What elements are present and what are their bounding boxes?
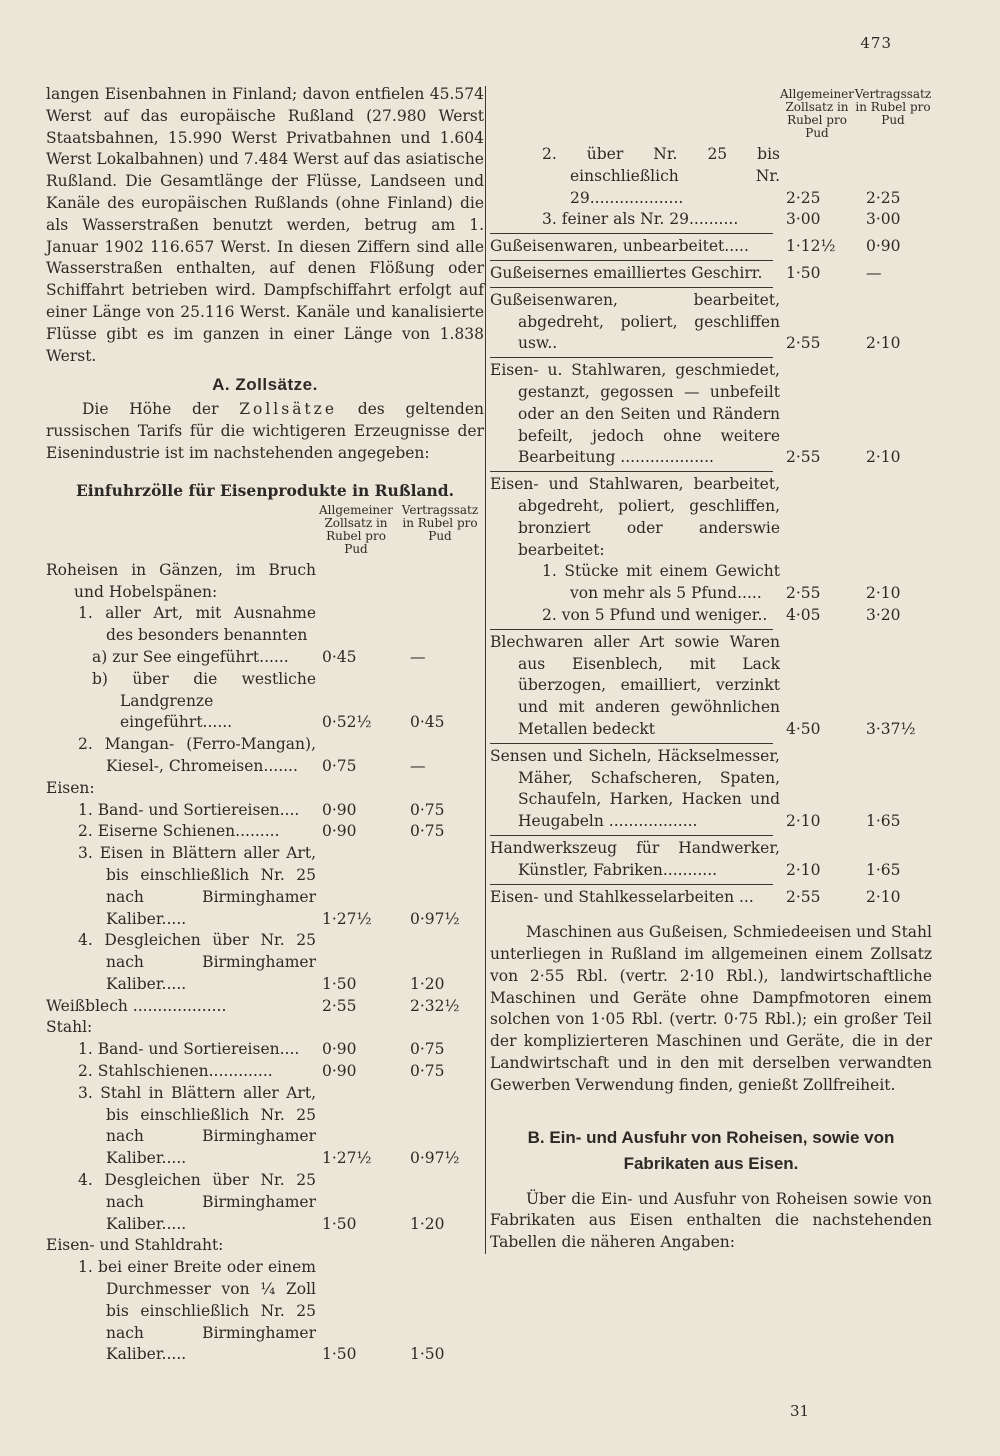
machines-paragraph: Maschinen aus Gußeisen, Schmiedeeisen und Stahl unterliegen in Rußland im allgemeinen einem Zollsatz von 2·55 Rbl. (vertr. 2·10 Rbl.), landwirtschaftliche Maschinen und Geräte ohne Dampfmotoren einem solchen von 1·05 Rbl. (vertr. 0·75 Rbl.); ein großer Teil der komplizierteren Maschinen und Geräte, die in der Landwirtschaft und in den mit derselben verwandten Gewerben Verwendung finden, genießt Zollfreiheit.	[490, 923, 932, 1094]
table-row	[46, 1083, 484, 1170]
row-label: Stahl:	[46, 1018, 93, 1037]
row-separator	[490, 743, 773, 744]
table-row	[490, 236, 932, 258]
tariff-table-right-rows	[490, 144, 932, 908]
row-label: 1. aller Art, mit Ausnahme des besonders benannten	[78, 604, 316, 645]
row-separator	[490, 233, 773, 234]
treaty-rate-value: 0·75	[410, 1062, 445, 1081]
general-rate-value: 1·27½	[322, 1149, 372, 1168]
general-rate-value: 2·10	[786, 812, 821, 831]
header-general-rate: Allgemeiner Zollsatz in Rubel pro Pud	[318, 502, 393, 556]
general-rate-value: 2·25	[786, 188, 821, 207]
table-row	[490, 474, 932, 561]
row-label: 1. Stücke mit einem Gewicht von mehr als 5 Pfund.....	[542, 562, 780, 603]
section-a-paragraph	[46, 399, 484, 464]
treaty-rate-value: 2·25	[866, 188, 901, 207]
general-rate-value: 2·10	[786, 860, 821, 879]
row-label: Gußeisernes emailliertes Geschirr.	[490, 263, 763, 282]
general-rate-value: 2·55	[786, 584, 821, 603]
table-row	[46, 821, 484, 843]
treaty-rate-value: 2·10	[866, 448, 901, 467]
intro-paragraph: langen Eisenbahnen in Finland; davon entfielen 45.574 Werst auf das europäische Rußland (27.980 Werst Staatsbahnen, 15.990 Werst Privatbahnen und 1.604 Werst Lokalbahnen) und 7.484 Werst auf das asiatische Rußland. Die Gesamtlänge der Flüsse, Landseen und Kanäle des europäischen Rußlands (ohne Finland) die als Wasserstraßen benutzt werden, betrug am 1. Januar 1902 116.657 Werst. In diesen Ziffern sind alle Wasserstraßen enthalten, auf denen Flößung oder Schiffahrt betrieben wird. Dampfschiffahrt erfolgt auf einer Länge von 25.116 Werst. Kanäle und kanalisierte Flüsse gibt es im ganzen in einer Länge von 1.838 Werst.	[46, 85, 484, 365]
section-a-emphasis: Zollsätze	[239, 400, 337, 419]
general-rate-value: 4·05	[786, 605, 821, 624]
treaty-rate-value: 2·10	[866, 887, 901, 906]
general-rate-value: 0·90	[322, 1040, 357, 1059]
general-rate-value: 2·55	[786, 448, 821, 467]
right-column	[490, 88, 932, 1254]
general-rate-value: 1·50	[322, 1345, 357, 1364]
row-label: 2. über Nr. 25 bis einschließlich Nr. 29...................	[542, 145, 780, 207]
treaty-rate-value: 3·20	[866, 605, 901, 624]
treaty-rate-value: —	[410, 647, 426, 666]
left-column	[46, 84, 484, 1366]
treaty-rate-value: 0·75	[410, 800, 445, 819]
table-row	[46, 647, 484, 669]
table-row	[46, 734, 484, 778]
row-label: Eisen:	[46, 778, 95, 797]
general-rate-value: 3·00	[786, 210, 821, 229]
general-rate-value: 0·75	[322, 756, 357, 775]
row-separator	[490, 884, 773, 885]
header-treaty-rate-right: Vertragssatz in Rubel pro Pud	[854, 87, 932, 127]
table-row	[490, 209, 932, 231]
row-separator	[490, 357, 773, 358]
table-row	[46, 800, 484, 822]
row-label: 1. bei einer Breite oder einem Durchmesser von ¼ Zoll bis einschließlich Nr. 25 nach Birminghamer Kaliber.....	[78, 1258, 316, 1364]
row-label: 2. Stahlschienen.............	[78, 1062, 273, 1081]
treaty-rate-value: 2·32½	[410, 996, 460, 1015]
table-row	[46, 1235, 484, 1257]
general-rate-value: 0·52½	[322, 713, 372, 732]
row-label: 4. Desgleichen über Nr. 25 nach Birminghamer Kaliber.....	[78, 1171, 316, 1233]
table-row	[46, 669, 484, 734]
row-label: Sensen und Sicheln, Häckselmesser, Mäher, Schafscheren, Spaten, Schaufeln, Harken, Hacken und Heugabeln ..................	[490, 746, 780, 831]
general-rate-value: 2·55	[786, 334, 821, 353]
table-row	[46, 930, 484, 995]
row-label: Blechwaren aller Art sowie Waren aus Eisenblech, mit Lack überzogen, emailliert, verzinkt und mit anderen gewöhnlichen Metallen bedeckt	[490, 632, 780, 738]
treaty-rate-value: 0·97½	[410, 1149, 460, 1168]
row-label: 2. von 5 Pfund und weniger..	[542, 605, 768, 624]
table-row	[490, 746, 932, 833]
row-label: Eisen- und Stahlkesselarbeiten ...	[490, 887, 754, 906]
table-row	[46, 778, 484, 800]
treaty-rate-value: 0·90	[866, 237, 901, 256]
table-row	[490, 887, 932, 909]
section-a-heading: A. Zollsätze.	[212, 375, 318, 395]
row-separator	[490, 287, 773, 288]
table-row	[490, 144, 932, 209]
table-row	[490, 561, 932, 605]
row-label: 1. Band- und Sortiereisen....	[78, 800, 300, 819]
treaty-rate-value: 1·65	[866, 860, 901, 879]
treaty-rate-value: 0·75	[410, 1040, 445, 1059]
row-label: Gußeisenwaren, unbearbeitet.....	[490, 237, 749, 256]
tariff-table-title: Einfuhrzölle für Eisenprodukte in Rußland.	[75, 480, 455, 500]
general-rate-value: 2·55	[786, 887, 821, 906]
treaty-rate-value: 1·50	[410, 1345, 445, 1364]
treaty-rate-value: 1·20	[410, 974, 445, 993]
row-separator	[490, 471, 773, 472]
treaty-rate-value: 1·65	[866, 812, 901, 831]
table-row	[46, 843, 484, 930]
row-label: 4. Desgleichen über Nr. 25 nach Birminghamer Kaliber.....	[78, 931, 316, 993]
folio-number: 31	[790, 1402, 810, 1420]
column-divider	[485, 86, 486, 1254]
section-b-paragraph: Über die Ein- und Ausfuhr von Roheisen sowie von Fabrikaten aus Eisen enthalten die nachstehenden Tabellen die näheren Angaben:	[490, 1189, 932, 1252]
general-rate-value: 1·12½	[786, 237, 836, 256]
treaty-rate-value: 0·97½	[410, 909, 460, 928]
row-label: Eisen- u. Stahlwaren, geschmiedet, gestanzt, gegossen — unbefeilt oder an den Seiten und Rändern befeilt, jedoch ohne weitere Bearbeitung ...................	[490, 361, 780, 467]
treaty-rate-value: 2·10	[866, 334, 901, 353]
table-row	[46, 1017, 484, 1039]
general-rate-value: 1·50	[322, 974, 357, 993]
treaty-rate-value: 0·45	[410, 713, 445, 732]
section-a-text-start: Die Höhe der	[82, 400, 240, 419]
treaty-rate-value: 1·20	[410, 1214, 445, 1233]
treaty-rate-value: —	[866, 263, 882, 282]
page-number: 473	[860, 34, 892, 52]
row-label: a) zur See eingeführt......	[92, 647, 289, 666]
table-row	[490, 290, 932, 355]
treaty-rate-value: 3·00	[866, 210, 901, 229]
section-b-heading: B. Ein- und Ausfuhr von Roheisen, sowie von Fabrikaten aus Eisen.	[527, 1127, 895, 1173]
table-row	[46, 1257, 484, 1366]
header-treaty-rate: Vertragssatz in Rubel pro Pud	[401, 502, 479, 543]
treaty-rate-value: 2·10	[866, 584, 901, 603]
general-rate-value: 4·50	[786, 719, 821, 738]
header-general-rate-right: Allgemeiner Zollsatz in Rubel pro Pud	[780, 87, 855, 140]
row-label: Roheisen in Gänzen, im Bruch und Hobelspänen:	[46, 560, 316, 601]
row-label: 3. feiner als Nr. 29..........	[542, 210, 739, 229]
general-rate-value: 0·45	[322, 647, 357, 666]
row-label: 3. Stahl in Blättern aller Art, bis einschließlich Nr. 25 nach Birminghamer Kaliber.....	[78, 1083, 316, 1168]
row-label: 1. Band- und Sortiereisen....	[78, 1040, 300, 1059]
tariff-table-left	[46, 560, 484, 1366]
table-row	[46, 1170, 484, 1235]
table-row	[46, 560, 484, 604]
row-label: Eisen- und Stahlwaren, bearbeitet, abgedreht, poliert, geschliffen, bronziert oder anderswie bearbeitet:	[490, 475, 780, 559]
general-rate-value: 0·90	[322, 1062, 357, 1081]
row-label: Weißblech ...................	[46, 996, 227, 1015]
table-row	[46, 1039, 484, 1061]
table-row	[46, 603, 484, 647]
tariff-table-continued	[490, 88, 932, 908]
treaty-rate-value: 0·75	[410, 822, 445, 841]
general-rate-value: 1·27½	[322, 909, 372, 928]
row-label: Gußeisenwaren, bearbeitet, abgedreht, poliert, geschliffen usw..	[490, 290, 780, 353]
row-label: b) über die westliche Landgrenze eingeführt......	[92, 669, 316, 732]
treaty-rate-value: 3·37½	[866, 719, 916, 738]
general-rate-value: 0·90	[322, 800, 357, 819]
row-label: 3. Eisen in Blättern aller Art, bis einschließlich Nr. 25 nach Birminghamer Kaliber.....	[78, 844, 316, 928]
general-rate-value: 1·50	[786, 263, 821, 282]
section-a-text-end: des geltenden russischen Tarifs für die wichtigeren Erzeugnisse der Eisenindustrie ist im nachstehenden angegeben:	[46, 400, 484, 462]
table-row	[490, 605, 932, 627]
general-rate-value: 0·90	[322, 822, 357, 841]
row-separator	[490, 629, 773, 630]
row-separator	[490, 835, 773, 836]
general-rate-value: 1·50	[322, 1214, 357, 1233]
row-label: Eisen- und Stahldraht:	[46, 1236, 224, 1255]
table-row	[490, 838, 932, 882]
treaty-rate-value: —	[410, 756, 426, 775]
tariff-table-header	[46, 504, 484, 556]
table-row	[490, 263, 932, 285]
table-row	[46, 996, 484, 1018]
row-separator	[490, 260, 773, 261]
general-rate-value: 2·55	[322, 996, 357, 1015]
table-row	[490, 632, 932, 741]
row-label: 2. Mangan- (Ferro-Mangan), Kiesel-, Chromeisen.......	[78, 735, 316, 775]
table-row	[46, 1061, 484, 1083]
table-row	[490, 360, 932, 469]
row-label: 2. Eiserne Schienen.........	[78, 822, 280, 841]
tariff-table-header-right	[490, 88, 932, 140]
row-label: Handwerkszeug für Handwerker, Künstler, Fabriken...........	[490, 838, 780, 879]
